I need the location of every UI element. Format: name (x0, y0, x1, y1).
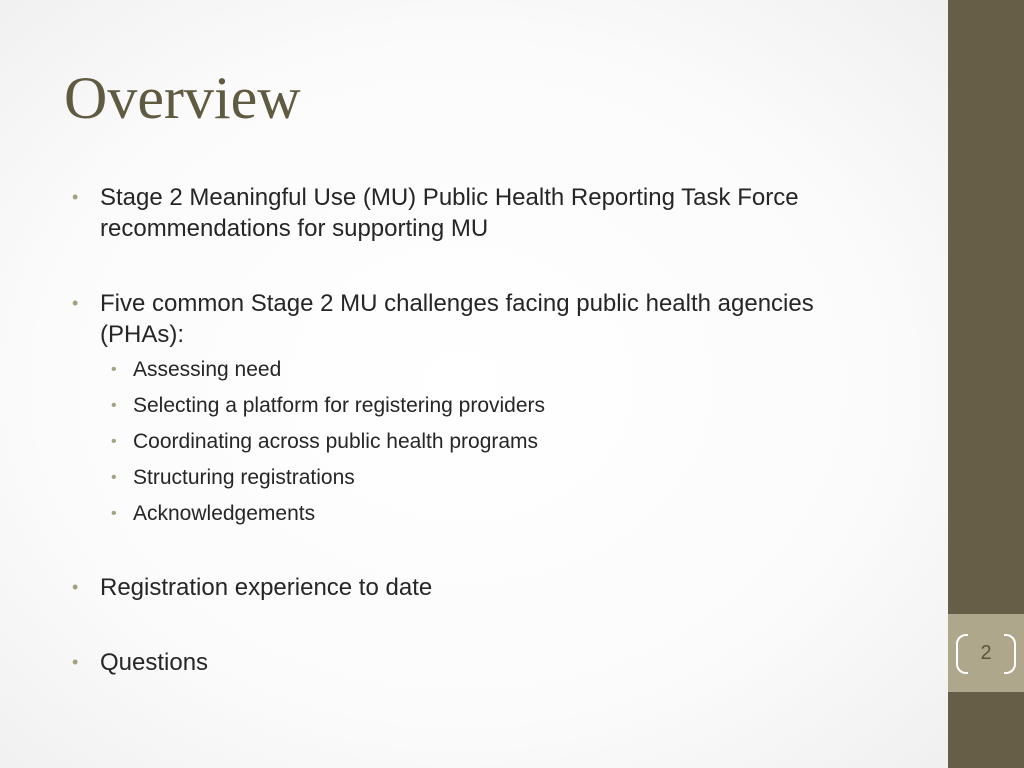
page-number: 2 (980, 642, 992, 664)
bullet-icon: • (72, 187, 79, 207)
slide-title: Overview (64, 65, 301, 131)
sub-bullet-list (100, 356, 872, 528)
bullet-text: Registration experience to date (100, 574, 433, 601)
sub-bullet-item (100, 464, 872, 492)
page-number-box (948, 614, 1024, 692)
bullet-item-questions (72, 647, 872, 678)
bullet-icon: • (72, 652, 79, 672)
bullet-text: Five common Stage 2 MU challenges facing public health agencies (PHAs): (100, 290, 814, 348)
bullet-icon: • (111, 505, 117, 522)
bullet-icon: • (111, 469, 117, 486)
sub-bullet-text: Acknowledgements (133, 502, 316, 525)
sub-bullet-item (100, 392, 872, 420)
bullet-item-registration (72, 572, 872, 603)
sub-bullet-text: Selecting a platform for registering providers (133, 394, 546, 417)
bullet-item-task-force (72, 182, 872, 244)
bullet-text: Questions (100, 649, 209, 676)
bullet-icon: • (72, 577, 79, 597)
sub-bullet-text: Structuring registrations (133, 466, 355, 489)
sub-bullet-text: Coordinating across public health programs (133, 430, 539, 453)
slide-content (72, 182, 872, 722)
sub-bullet-item (100, 428, 872, 456)
bullet-text: Stage 2 Meaningful Use (MU) Public Health Reporting Task Force recommendations for supporting MU (100, 184, 799, 242)
bullet-icon: • (111, 361, 117, 378)
bullet-icon: • (72, 293, 79, 313)
sub-bullet-item (100, 356, 872, 384)
sub-bullet-text: Assessing need (133, 358, 282, 381)
bullet-list (72, 182, 872, 678)
bullet-item-challenges (72, 288, 872, 528)
bullet-icon: • (111, 397, 117, 414)
bullet-icon: • (111, 433, 117, 450)
sub-bullet-item (100, 500, 872, 528)
